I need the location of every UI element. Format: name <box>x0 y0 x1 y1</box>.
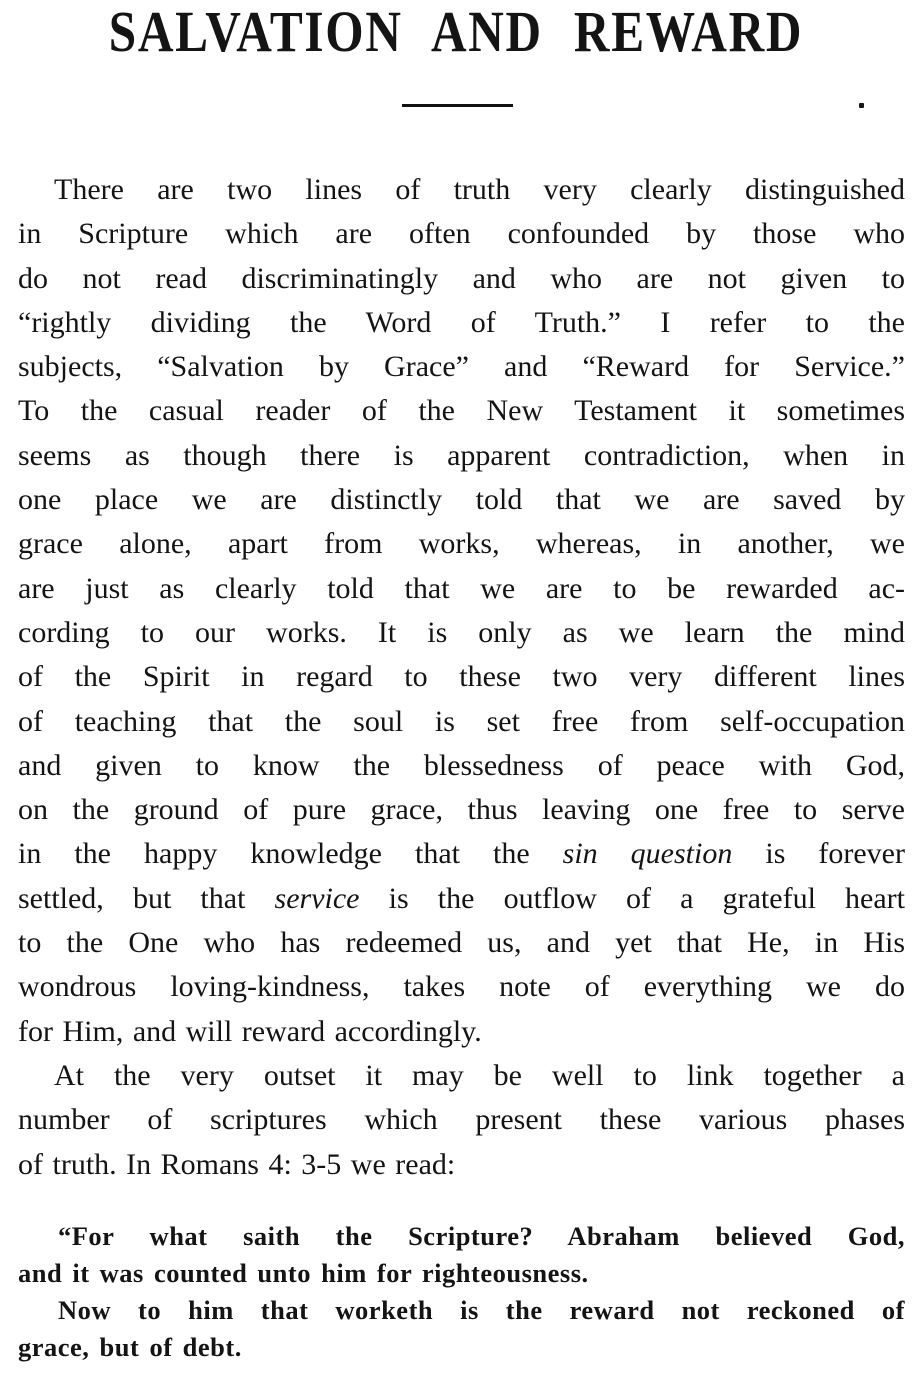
text-line: “rightly dividing the Word of Truth.” I refer to the <box>18 305 905 339</box>
text-line: are just as clearly told that we are to be rewarded ac- <box>18 571 905 605</box>
ink-speck <box>859 103 864 108</box>
text-line: of truth. In Romans 4: 3-5 we read: <box>18 1147 456 1181</box>
quote-line: and it was counted unto him for righteousness. <box>18 1258 589 1288</box>
body-text <box>18 168 905 1187</box>
text-line: To the casual reader of the New Testament it sometimes <box>18 394 905 428</box>
text-line: cording to our works. It is only as we learn the mind <box>18 615 905 649</box>
text-line: of the Spirit in regard to these two very different lines <box>18 660 905 694</box>
paragraph-2 <box>18 1054 905 1187</box>
quote-line: “For what saith the Scripture? Abraham believed God, <box>58 1221 905 1251</box>
text-line: wondrous loving-kindness, takes note of everything we do <box>18 970 905 1004</box>
text-line: seems as though there is apparent contradiction, when in <box>18 438 905 472</box>
text-line: and given to know the blessedness of peace with God, <box>18 748 905 782</box>
text-line: There are two lines of truth very clearly distinguished <box>54 173 905 206</box>
text-line <box>18 877 905 921</box>
text-line: of teaching that the soul is set free from self-occupation <box>18 704 905 738</box>
section-divider-rule <box>402 104 513 107</box>
page-title: SALVATION AND REWARD <box>108 0 804 64</box>
text-line: to the One who has redeemed us, and yet that He, in His <box>18 926 905 960</box>
text-segment: in the happy knowledge that the <box>18 837 530 871</box>
scripture-quote <box>18 1218 905 1366</box>
text-line: do not read discriminatingly and who are not given to <box>18 261 905 295</box>
italic-text-segment: service <box>274 881 360 915</box>
text-segment: settled, but that <box>18 881 246 915</box>
text-line: number of scriptures which present these various phases <box>18 1103 905 1137</box>
text-line: At the very outset it may be well to link together a <box>54 1058 905 1092</box>
quote-line: Now to him that worketh is the reward not reckoned of <box>58 1295 905 1325</box>
italic-text-segment: sin question <box>562 837 733 871</box>
quote-line: grace, but of debt. <box>18 1332 242 1362</box>
text-line: for Him, and will reward accordingly. <box>18 1014 482 1048</box>
text-segment: is the outflow of a grateful heart <box>388 881 905 915</box>
text-segment: is forever <box>765 837 905 871</box>
text-line: in Scripture which are often confounded by those who <box>18 217 905 251</box>
text-line: on the ground of pure grace, thus leaving one free to serve <box>18 793 905 827</box>
text-line: one place we are distinctly told that we are saved by <box>18 483 905 517</box>
text-line: grace alone, apart from works, whereas, in another, we <box>18 527 905 561</box>
paragraph-1 <box>18 168 905 1054</box>
text-line <box>18 832 905 876</box>
text-line: subjects, “Salvation by Grace” and “Reward for Service.” <box>18 350 905 384</box>
